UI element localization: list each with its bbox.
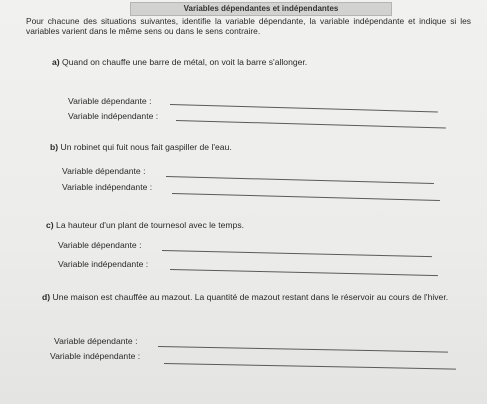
independent-answer-line-b[interactable] (172, 193, 440, 201)
independent-label-d: Variable indépendante : (50, 351, 141, 361)
question-text: La hauteur d'un plant de tournesol avec le temps. (56, 220, 245, 230)
question-text: Une maison est chauffée au mazout. La quantité de mazout restant dans le réservoir au cours de l'hiver. (52, 292, 449, 302)
independent-answer-line-a[interactable] (176, 120, 446, 129)
question-d (42, 292, 462, 302)
dependent-label-a: Variable dépendante : (68, 96, 152, 106)
question-a (52, 57, 462, 67)
question-b (50, 142, 460, 152)
dependent-answer-line-a[interactable] (170, 104, 438, 112)
independent-label-c: Variable indépendante : (58, 259, 149, 269)
dependent-label-d: Variable dépendante : (54, 336, 138, 346)
question-letter: d) (42, 292, 51, 302)
independent-answer-line-d[interactable] (164, 363, 456, 370)
question-text: Un robinet qui fuit nous fait gaspiller de l'eau. (60, 142, 232, 152)
independent-label-a: Variable indépendante : (68, 111, 159, 121)
dependent-answer-line-c[interactable] (162, 250, 432, 257)
question-letter: a) (52, 57, 60, 67)
question-letter: b) (50, 142, 59, 152)
dependent-answer-line-b[interactable] (166, 176, 434, 184)
question-c (46, 220, 456, 230)
worksheet-title: Variables dépendantes et indépendantes (130, 2, 392, 16)
independent-label-b: Variable indépendante : (62, 182, 153, 192)
dependent-answer-line-d[interactable] (158, 346, 448, 353)
instructions: Pour chacune des situations suivantes, identifie la variable dépendante, la variable indépendante et indique si les variables varient dans le même sens ou dans le sens contraire. (26, 16, 471, 36)
question-text: Quand on chauffe une barre de métal, on voit la barre s'allonger. (62, 57, 308, 67)
independent-answer-line-c[interactable] (170, 269, 438, 276)
question-letter: c) (46, 220, 54, 230)
dependent-label-c: Variable dépendante : (58, 240, 142, 250)
dependent-label-b: Variable dépendante : (62, 166, 146, 176)
